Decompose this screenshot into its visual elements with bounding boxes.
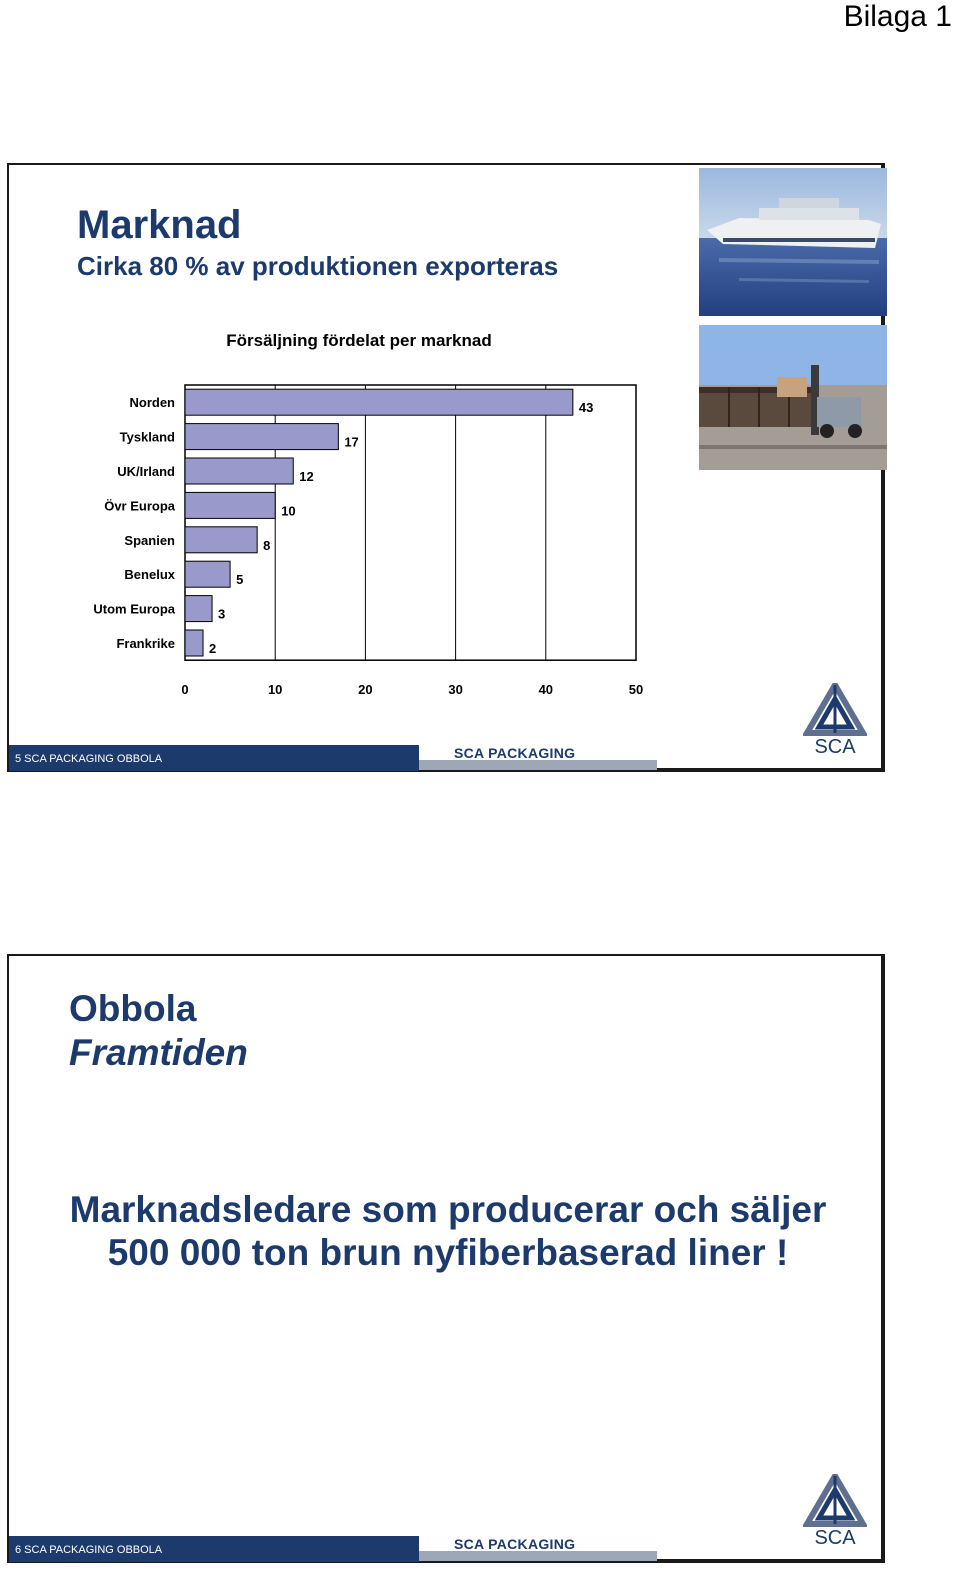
bar — [185, 458, 293, 484]
footer-slide-label: 6 SCA PACKAGING OBBOLA — [15, 1544, 163, 1556]
x-tick-label: 40 — [538, 682, 554, 698]
market-sales-bar-chart — [9, 370, 709, 700]
footer-accent — [419, 1551, 657, 1561]
bar — [185, 492, 275, 518]
x-tick-label: 50 — [628, 682, 644, 698]
bar — [185, 389, 573, 415]
footer-accent — [419, 760, 657, 770]
category-label: Spanien — [124, 532, 175, 548]
ferry-photo — [699, 168, 887, 316]
slide-title: Marknad — [77, 203, 242, 247]
data-label: 12 — [299, 469, 314, 484]
category-label: Norden — [129, 395, 175, 411]
bar — [185, 630, 203, 656]
data-label: 17 — [344, 434, 359, 450]
body-line-1: Marknadsledare som producerar och säljer — [69, 1189, 827, 1230]
svg-text:SCA: SCA — [814, 736, 856, 755]
bar — [185, 596, 212, 622]
data-label: 10 — [281, 503, 296, 519]
slide-marknad — [7, 163, 885, 772]
slide-subtitle: Cirka 80 % av produktionen exporteras — [77, 251, 559, 281]
data-label: 43 — [578, 400, 594, 416]
bar — [185, 527, 257, 553]
data-label: 3 — [218, 606, 226, 622]
chart-title: Försäljning fördelat per marknad — [226, 331, 492, 350]
sca-logo — [803, 683, 867, 755]
x-tick-label: 0 — [181, 682, 189, 698]
slide-body — [9, 1188, 887, 1274]
footer-brand: SCA PACKAGING — [454, 745, 576, 761]
data-label: 5 — [236, 572, 244, 588]
category-label: Benelux — [124, 567, 175, 583]
category-label: Frankrike — [116, 636, 175, 651]
category-label: Tyskland — [119, 429, 175, 445]
category-label: Utom Europa — [93, 601, 175, 617]
x-tick-label: 10 — [267, 682, 283, 698]
body-line-2: 500 000 ton brun nyfiberbaserad liner ! — [107, 1232, 789, 1273]
data-label: 2 — [209, 641, 217, 656]
slide-title: Obbola — [69, 988, 197, 1029]
railcar-forklift-photo — [699, 325, 887, 470]
sca-logo — [803, 1474, 867, 1546]
footer-slide-label: 5 SCA PACKAGING OBBOLA — [15, 753, 163, 765]
bar — [185, 561, 230, 587]
category-label: UK/Irland — [117, 464, 175, 479]
x-tick-label: 20 — [358, 682, 373, 698]
x-tick-label: 30 — [448, 682, 463, 698]
slide-subtitle: Framtiden — [69, 1032, 248, 1073]
svg-text:SCA: SCA — [814, 1527, 856, 1546]
slide-framtiden — [7, 954, 885, 1563]
data-label: 8 — [263, 537, 271, 553]
page-header: Bilaga 1 — [843, 0, 952, 33]
category-label: Övr Europa — [104, 498, 175, 514]
bar — [185, 424, 338, 450]
footer-brand: SCA PACKAGING — [454, 1536, 576, 1552]
